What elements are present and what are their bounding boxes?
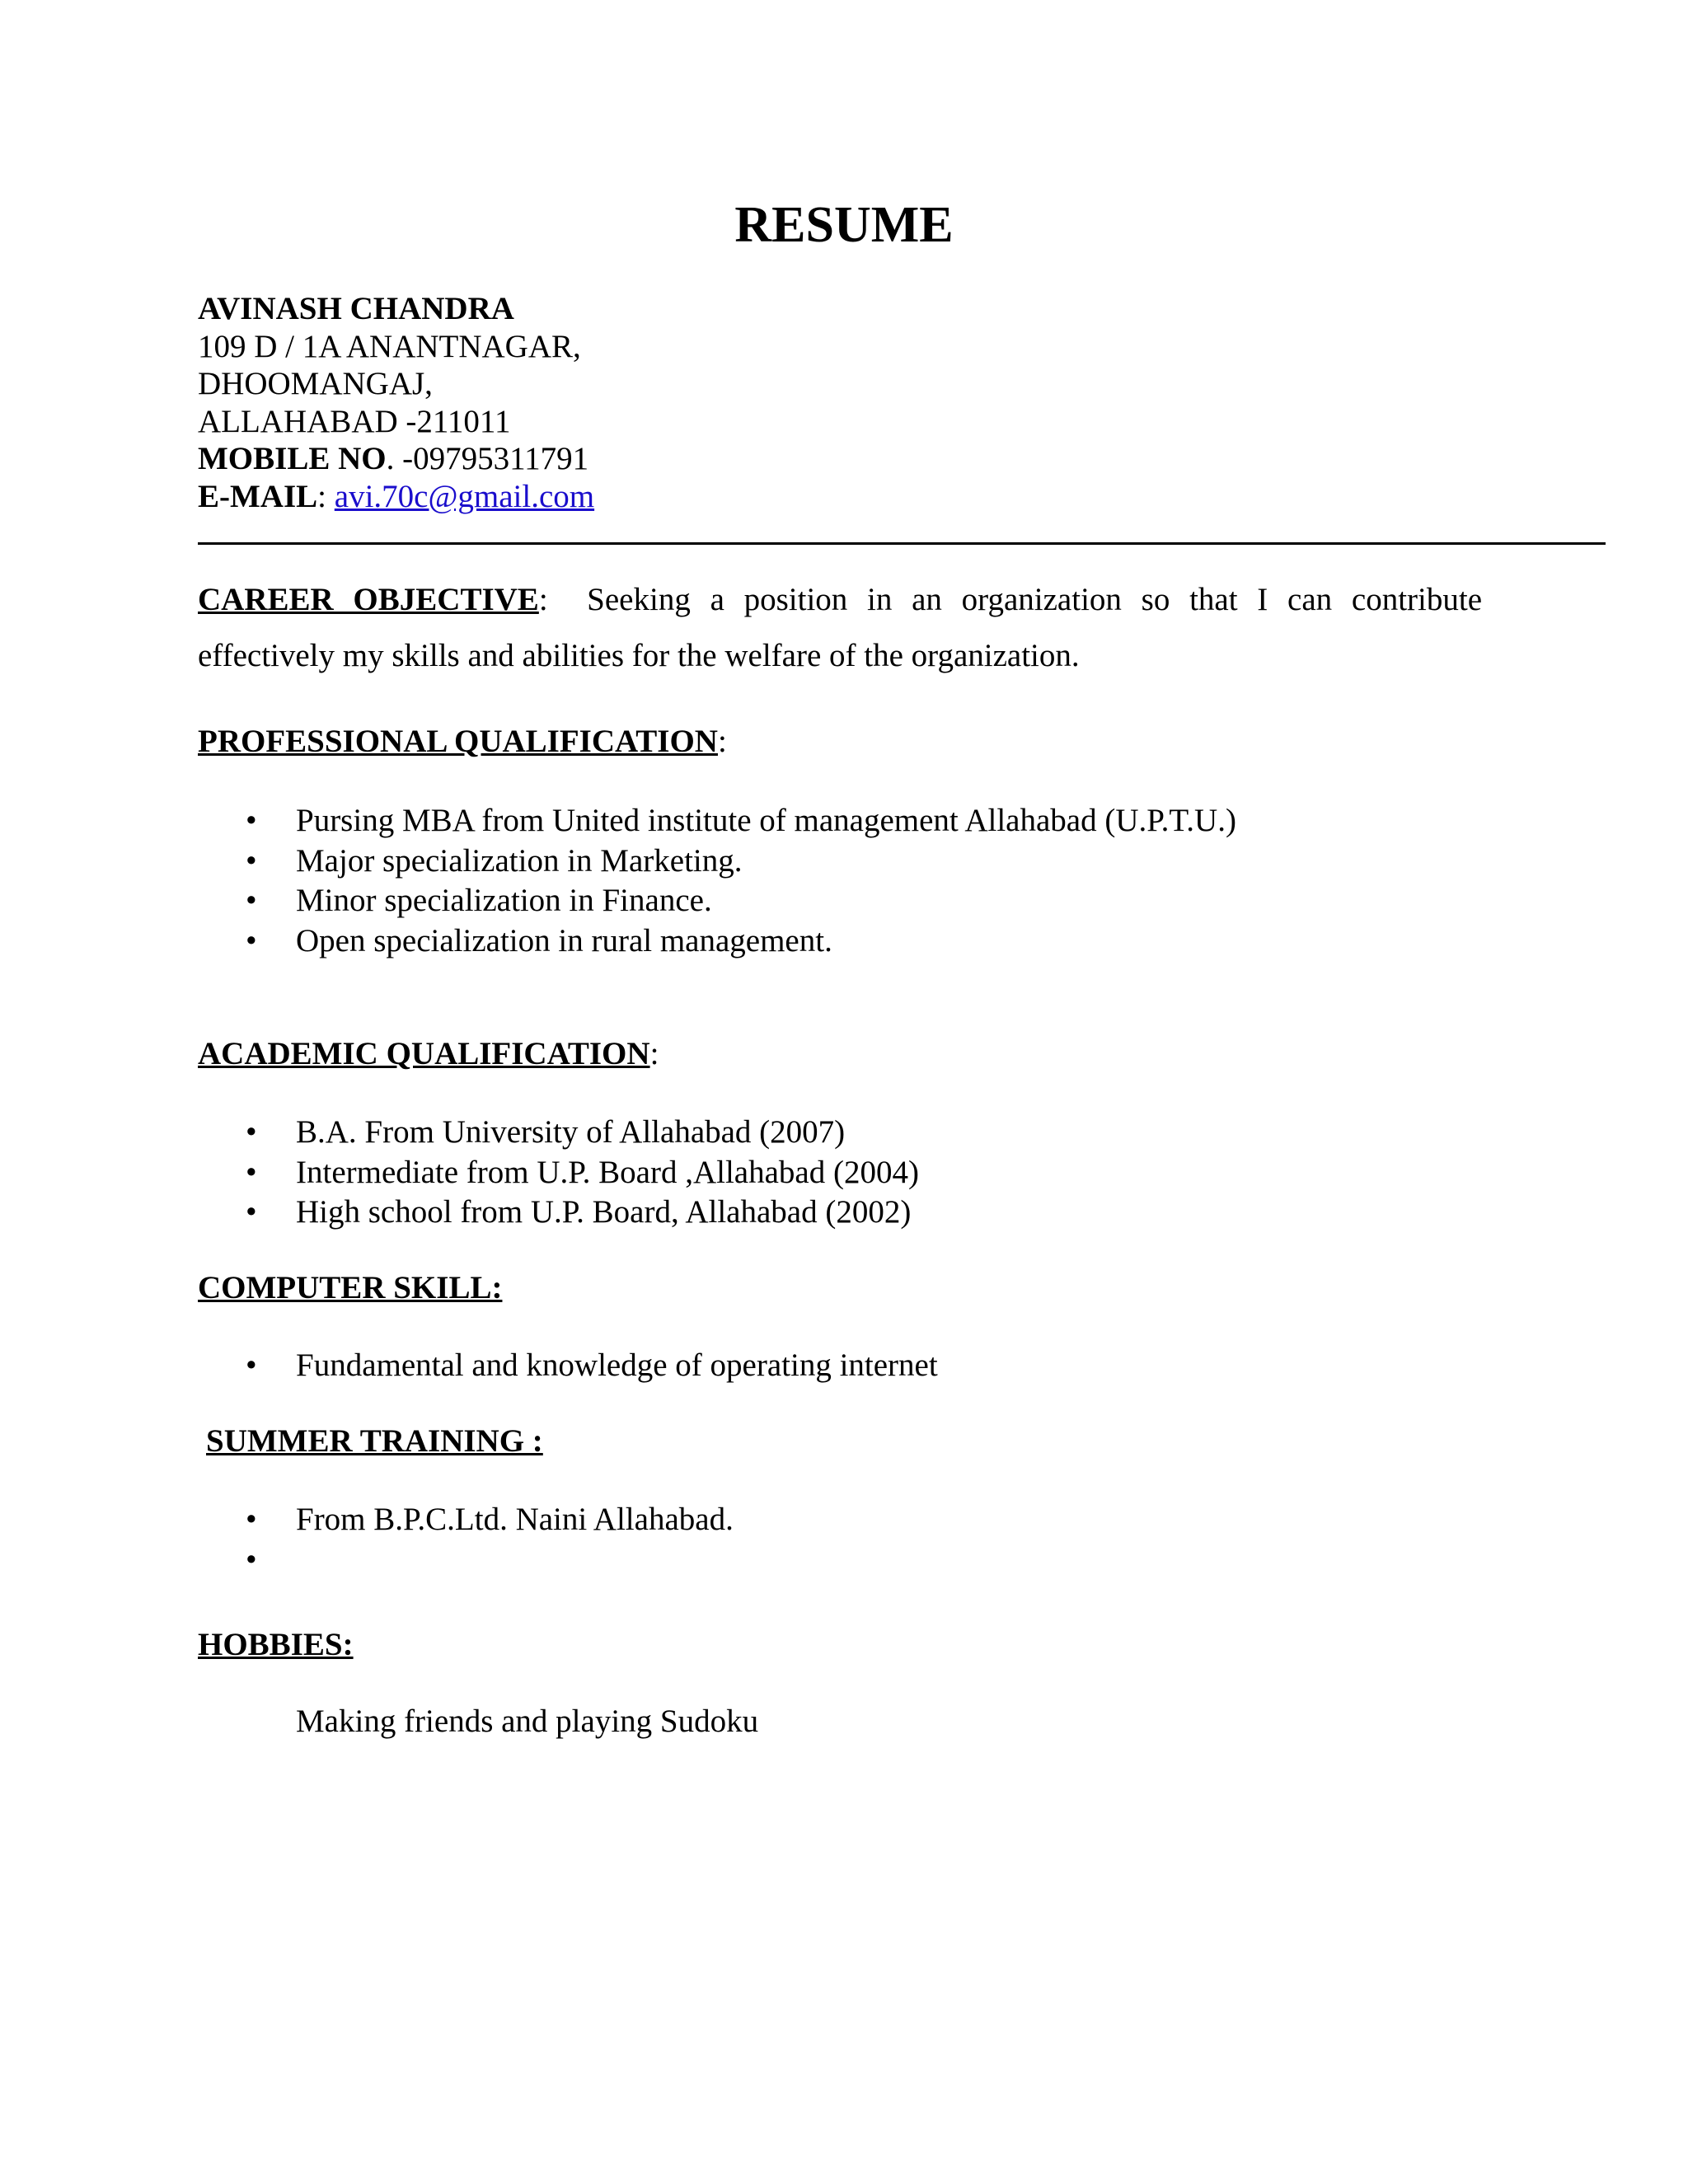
- list-item: • Intermediate from U.P. Board ,Allahabad (2004): [198, 1153, 919, 1193]
- address-line-3: ALLAHABAD -211011: [198, 403, 511, 439]
- hobbies-heading: HOBBIES:: [198, 1627, 354, 1662]
- computer-skill-heading-row: [198, 1269, 502, 1307]
- list-item: • Open specialization in rural management.: [198, 921, 1236, 962]
- bullet-icon: •: [246, 923, 257, 959]
- academic-qualification-list: [198, 1113, 919, 1233]
- summer-training-heading-row: [206, 1422, 543, 1460]
- bullet-icon: •: [246, 803, 257, 838]
- academic-qualification-heading-row: [198, 1035, 659, 1073]
- address-line-1: 109 D / 1A ANANTNAGAR,: [198, 328, 581, 364]
- mobile-line: [198, 440, 594, 478]
- computer-skill-list: [198, 1346, 938, 1386]
- career-objective-text-1: Seeking a position in an organization so that I can contribute: [587, 582, 1483, 617]
- professional-qualification-list: [198, 801, 1236, 962]
- professional-qualification-heading-row: [198, 723, 727, 761]
- professional-qualification-heading: PROFESSIONAL QUALIFICATION: [198, 724, 718, 759]
- list-item: • Fundamental and knowledge of operating internet: [198, 1346, 938, 1386]
- career-objective-text-2: effectively my skills and abilities for the welfare of the organization.: [198, 638, 1080, 673]
- computer-skill-heading: COMPUTER SKILL:: [198, 1270, 503, 1305]
- address-line-2: DHOOMANGAJ,: [198, 366, 433, 401]
- career-objective-colon: :: [538, 582, 548, 617]
- academic-qualification-colon: :: [649, 1036, 659, 1071]
- professional-qualification-colon: :: [717, 724, 727, 759]
- hobbies-heading-row: [198, 1626, 354, 1664]
- page-title: RESUME: [734, 197, 954, 253]
- list-item: • Minor specialization in Finance.: [198, 881, 1236, 921]
- bullet-icon: •: [246, 883, 257, 919]
- mobile-label: MOBILE NO: [198, 441, 387, 476]
- email-link[interactable]: avi.70c@gmail.com: [334, 478, 595, 514]
- list-item: • From B.P.C.Ltd. Naini Allahabad.: [198, 1500, 734, 1540]
- mobile-value: . -09795311791: [386, 441, 589, 476]
- email-separator: :: [317, 478, 335, 514]
- summer-training-heading: SUMMER TRAINING :: [206, 1423, 543, 1459]
- career-objective-heading: CAREER OBJECTIVE: [198, 582, 539, 617]
- career-objective-section: [198, 572, 1482, 684]
- summer-training-list: [198, 1500, 734, 1580]
- list-item: [198, 1540, 734, 1581]
- bullet-icon: •: [246, 1154, 257, 1190]
- list-item: • B.A. From University of Allahabad (2007): [198, 1113, 919, 1153]
- list-item: • High school from U.P. Board, Allahabad (2002): [198, 1193, 919, 1233]
- header-divider: [198, 542, 1606, 545]
- email-label: E-MAIL: [198, 478, 318, 514]
- contact-block: [198, 290, 594, 515]
- list-item: • Pursing MBA from United institute of management Allahabad (U.P.T.U.): [198, 801, 1236, 841]
- list-item: • Major specialization in Marketing.: [198, 841, 1236, 882]
- bullet-icon: •: [246, 842, 257, 879]
- bullet-icon: •: [246, 1502, 257, 1537]
- bullet-icon: •: [246, 1194, 257, 1230]
- career-objective-line-1: [198, 572, 1482, 628]
- hobbies-text: Making friends and playing Sudoku: [296, 1704, 759, 1739]
- candidate-name: AVINASH CHANDRA: [198, 291, 514, 326]
- email-line: [198, 478, 594, 516]
- bullet-icon: •: [246, 1541, 257, 1577]
- academic-qualification-heading: ACADEMIC QUALIFICATION: [198, 1036, 650, 1071]
- bullet-icon: •: [246, 1114, 257, 1150]
- bullet-icon: •: [246, 1347, 257, 1383]
